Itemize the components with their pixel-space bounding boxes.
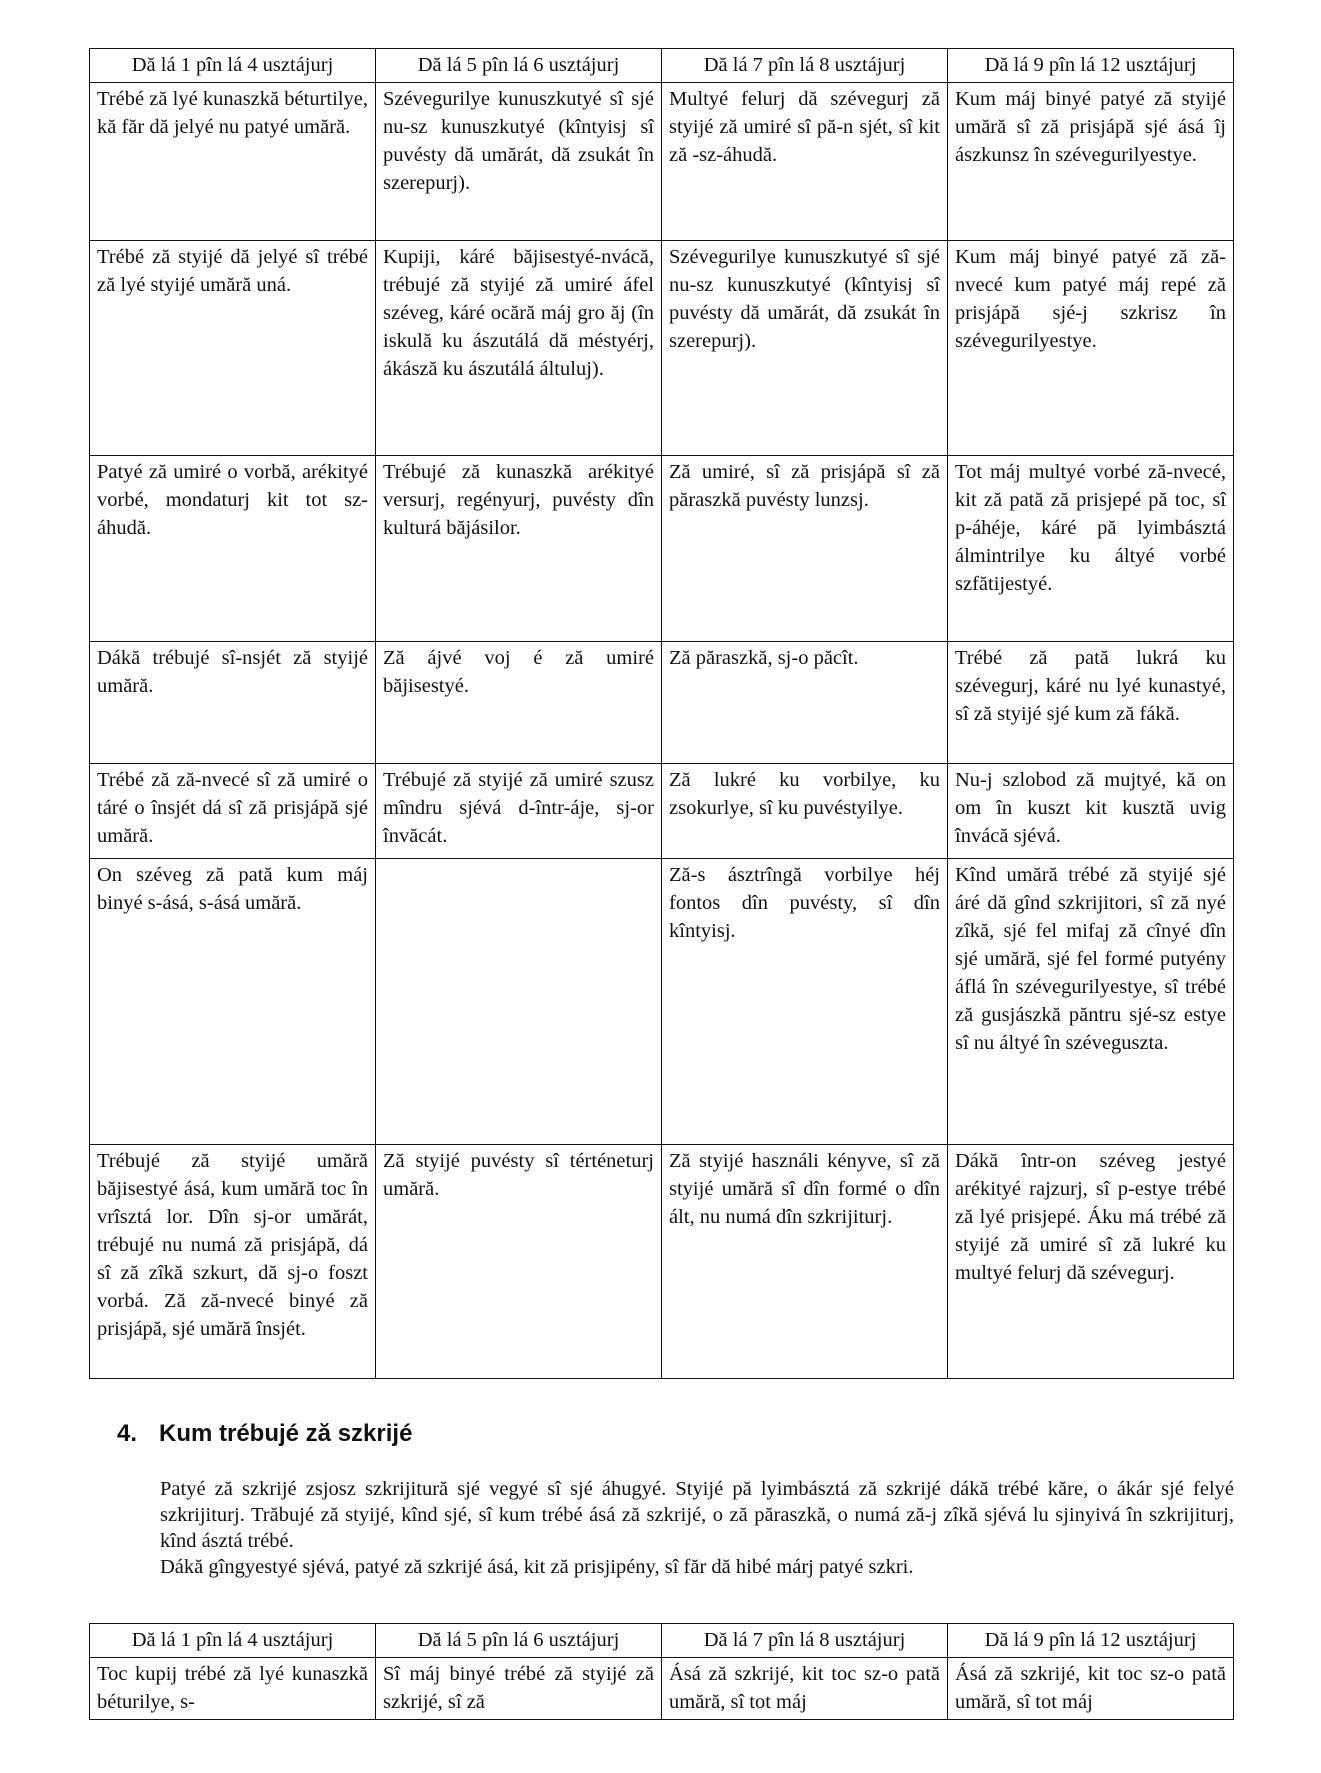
table-row	[90, 859, 1234, 1145]
table-cell: Ásá ză szkrijé, kit toc sz-o pată umără, sî tot máj	[662, 1658, 948, 1720]
table-cell: Ásá ză szkrijé, kit toc sz-o pată umără, sî tot máj	[948, 1658, 1234, 1720]
table-cell: Multyé felurj dă szévegurj ză styijé ză umiré sî pă-n sjét, sî kit ză -sz-áhudă.	[662, 83, 948, 241]
column-header-ages-7-8: Dă lá 7 pîn lá 8 usztájurj	[662, 1624, 948, 1658]
table-cell	[376, 859, 662, 1145]
table-header-row	[90, 1624, 1234, 1658]
table-cell: Trébé ză styijé dă jelyé sî trébé ză lyé styijé umără uná.	[90, 241, 376, 456]
table-cell: On széveg ză pată kum máj binyé s-ásá, s-ásá umără.	[90, 859, 376, 1145]
column-header-ages-1-4: Dă lá 1 pîn lá 4 usztájurj	[90, 49, 376, 83]
table-cell: Kupiji, káré băjisestyé-nvácă, trébujé ză styijé ză umiré áfel széveg, káré ocără máj gro ăj (în iskulă ku ászutálá dă méstyérj, ákásză ku ászutálá áltuluj).	[376, 241, 662, 456]
table-row	[90, 1658, 1234, 1720]
table-cell: Trébujé ză styijé umără băjisestyé ásá, kum umără toc în vrîsztá lor. Dîn sj-or umărát, trébujé nu numá ză prisjápă, dá sî ză zîkă szkurt, dă sj-o foszt vorbá. Ză ză-nvecé binyé ză prisjápă, sjé umără însjét.	[90, 1145, 376, 1379]
paragraph: Dákă gîngyestyé sjévá, patyé ză szkrijé ásá, kit ză prisjipény, sî făr dă hibé márj patyé szkri.	[160, 1556, 914, 1578]
table-cell: Ză lukré ku vorbilye, ku zsokurlye, sî ku puvéstyilye.	[662, 764, 948, 859]
table-cell: Szévegurilye kunuszkutyé sî sjé nu-sz kunuszkutyé (kîntyisj sî puvésty dă umărát, dă zsukát în szerepurj).	[376, 83, 662, 241]
section-body	[160, 1476, 1234, 1580]
column-header-ages-9-12: Dă lá 9 pîn lá 12 usztájurj	[948, 1624, 1234, 1658]
table-cell: Sî máj binyé trébé ză styijé ză szkrijé, sî ză	[376, 1658, 662, 1720]
table-cell: Toc kupij trébé ză lyé kunaszkă béturilye, s-	[90, 1658, 376, 1720]
table-cell: Trébujé ză styijé ză umiré szusz mîndru sjévá d-într-áje, sj-or învăcát.	[376, 764, 662, 859]
table-cell: Nu-j szlobod ză mujtyé, kă on om în kuszt kit kusztă uvig învácă sjévá.	[948, 764, 1234, 859]
column-header-ages-5-6: Dă lá 5 pîn lá 6 usztájurj	[376, 49, 662, 83]
table-cell: Szévegurilye kunuszkutyé sî sjé nu-sz kunuszkutyé (kîntyisj sî puvésty dă umărát, dă zsukát în szerepurj).	[662, 241, 948, 456]
table-cell: Dákă într-on széveg jestyé arékityé rajzurj, sî p-estye trébé ză lyé prisjepé. Áku má trébé ză styijé ză umiré sî ză lukré ku multyé felurj dă szévegurj.	[948, 1145, 1234, 1379]
table-row	[90, 1145, 1234, 1379]
table-cell: Trébujé ză kunaszkă arékityé versurj, regényurj, puvésty dîn kulturá băjásilor.	[376, 456, 662, 642]
table-row	[90, 456, 1234, 642]
paragraph: Patyé ză szkrijé zsjosz szkrijitură sjé vegyé sî sjé áhugyé. Styijé pă lyimbásztá ză szkrijé dákă trébé kăre, o ákár sjé felyé szkrijiturj. Trăbujé ză styijé, kînd sjé, sî kum trébé ásá ză szkrijé, o ză păraszkă, o numá ză-j zîkă sjévá lu sjinyivá în szkrijiturj, kînd ásztá trébé.	[160, 1478, 1234, 1552]
column-header-ages-7-8: Dă lá 7 pîn lá 8 usztájurj	[662, 49, 948, 83]
table-cell: Ză-s ásztrîngă vorbilye héj fontos dîn puvésty, sî dîn kîntyisj.	[662, 859, 948, 1145]
section-heading	[117, 1419, 412, 1449]
section-title: Kum trébujé ză szkrijé	[159, 1420, 413, 1447]
table-row	[90, 83, 1234, 241]
section-number: 4.	[117, 1420, 138, 1447]
table-cell: Ză păraszkă, sj-o păcît.	[662, 642, 948, 764]
table-cell: Dákă trébujé sî-nsjét ză styijé umără.	[90, 642, 376, 764]
table-row	[90, 764, 1234, 859]
table-cell: Trébé ză pată lukrá ku szévegurj, káré nu lyé kunastyé, sî ză styijé sjé kum ză fákă.	[948, 642, 1234, 764]
table-cell: Kum máj binyé patyé ză styijé umără sî ză prisjápă sjé ásá îj ászkunsz în szévegurilyestye.	[948, 83, 1234, 241]
table-cell: Ză ájvé voj é ză umiré băjisestyé.	[376, 642, 662, 764]
table-row	[90, 241, 1234, 456]
table-cell: Kînd umără trébé ză styijé sjé áré dă gînd szkrijitori, sî ză nyé zîkă, sjé fel mifaj ză cînyé dîn sjé umără, sjé fel formé putyény áflá în szévegurilyestye, sî trébé ză gusjászkă păntru sjé-sz estye sî nu áltyé în széveguszta.	[948, 859, 1234, 1145]
curriculum-table-reading	[89, 48, 1234, 1379]
column-header-ages-1-4: Dă lá 1 pîn lá 4 usztájurj	[90, 1624, 376, 1658]
curriculum-table-writing	[89, 1623, 1234, 1720]
column-header-ages-5-6: Dă lá 5 pîn lá 6 usztájurj	[376, 1624, 662, 1658]
table-header-row	[90, 49, 1234, 83]
table-cell: Ză umiré, sî ză prisjápă sî ză păraszkă puvésty lunzsj.	[662, 456, 948, 642]
table-cell: Kum máj binyé patyé ză ză-nvecé kum patyé máj repé ză prisjápă sjé-j szkrisz în szévegurilyestye.	[948, 241, 1234, 456]
table-cell: Trébé ză ză-nvecé sî ză umiré o táré o însjét dá sî ză prisjápă sjé umără.	[90, 764, 376, 859]
table-row	[90, 642, 1234, 764]
table-cell: Trébé ză lyé kunaszkă béturtilye, kă făr dă jelyé nu patyé umără.	[90, 83, 376, 241]
column-header-ages-9-12: Dă lá 9 pîn lá 12 usztájurj	[948, 49, 1234, 83]
table-cell: Patyé ză umiré o vorbă, arékityé vorbé, mondaturj kit tot sz-áhudă.	[90, 456, 376, 642]
table-cell: Tot máj multyé vorbé ză-nvecé, kit ză pată ză prisjepé pă toc, sî p-áhéje, káré pă lyimbásztá álmintrilye ku áltyé vorbé szfătijestyé.	[948, 456, 1234, 642]
table-cell: Ză styijé puvésty sî térténeturj umără.	[376, 1145, 662, 1379]
table-cell: Ză styijé használi kényve, sî ză styijé umără sî dîn formé o dîn ált, nu numá dîn szkrijiturj.	[662, 1145, 948, 1379]
